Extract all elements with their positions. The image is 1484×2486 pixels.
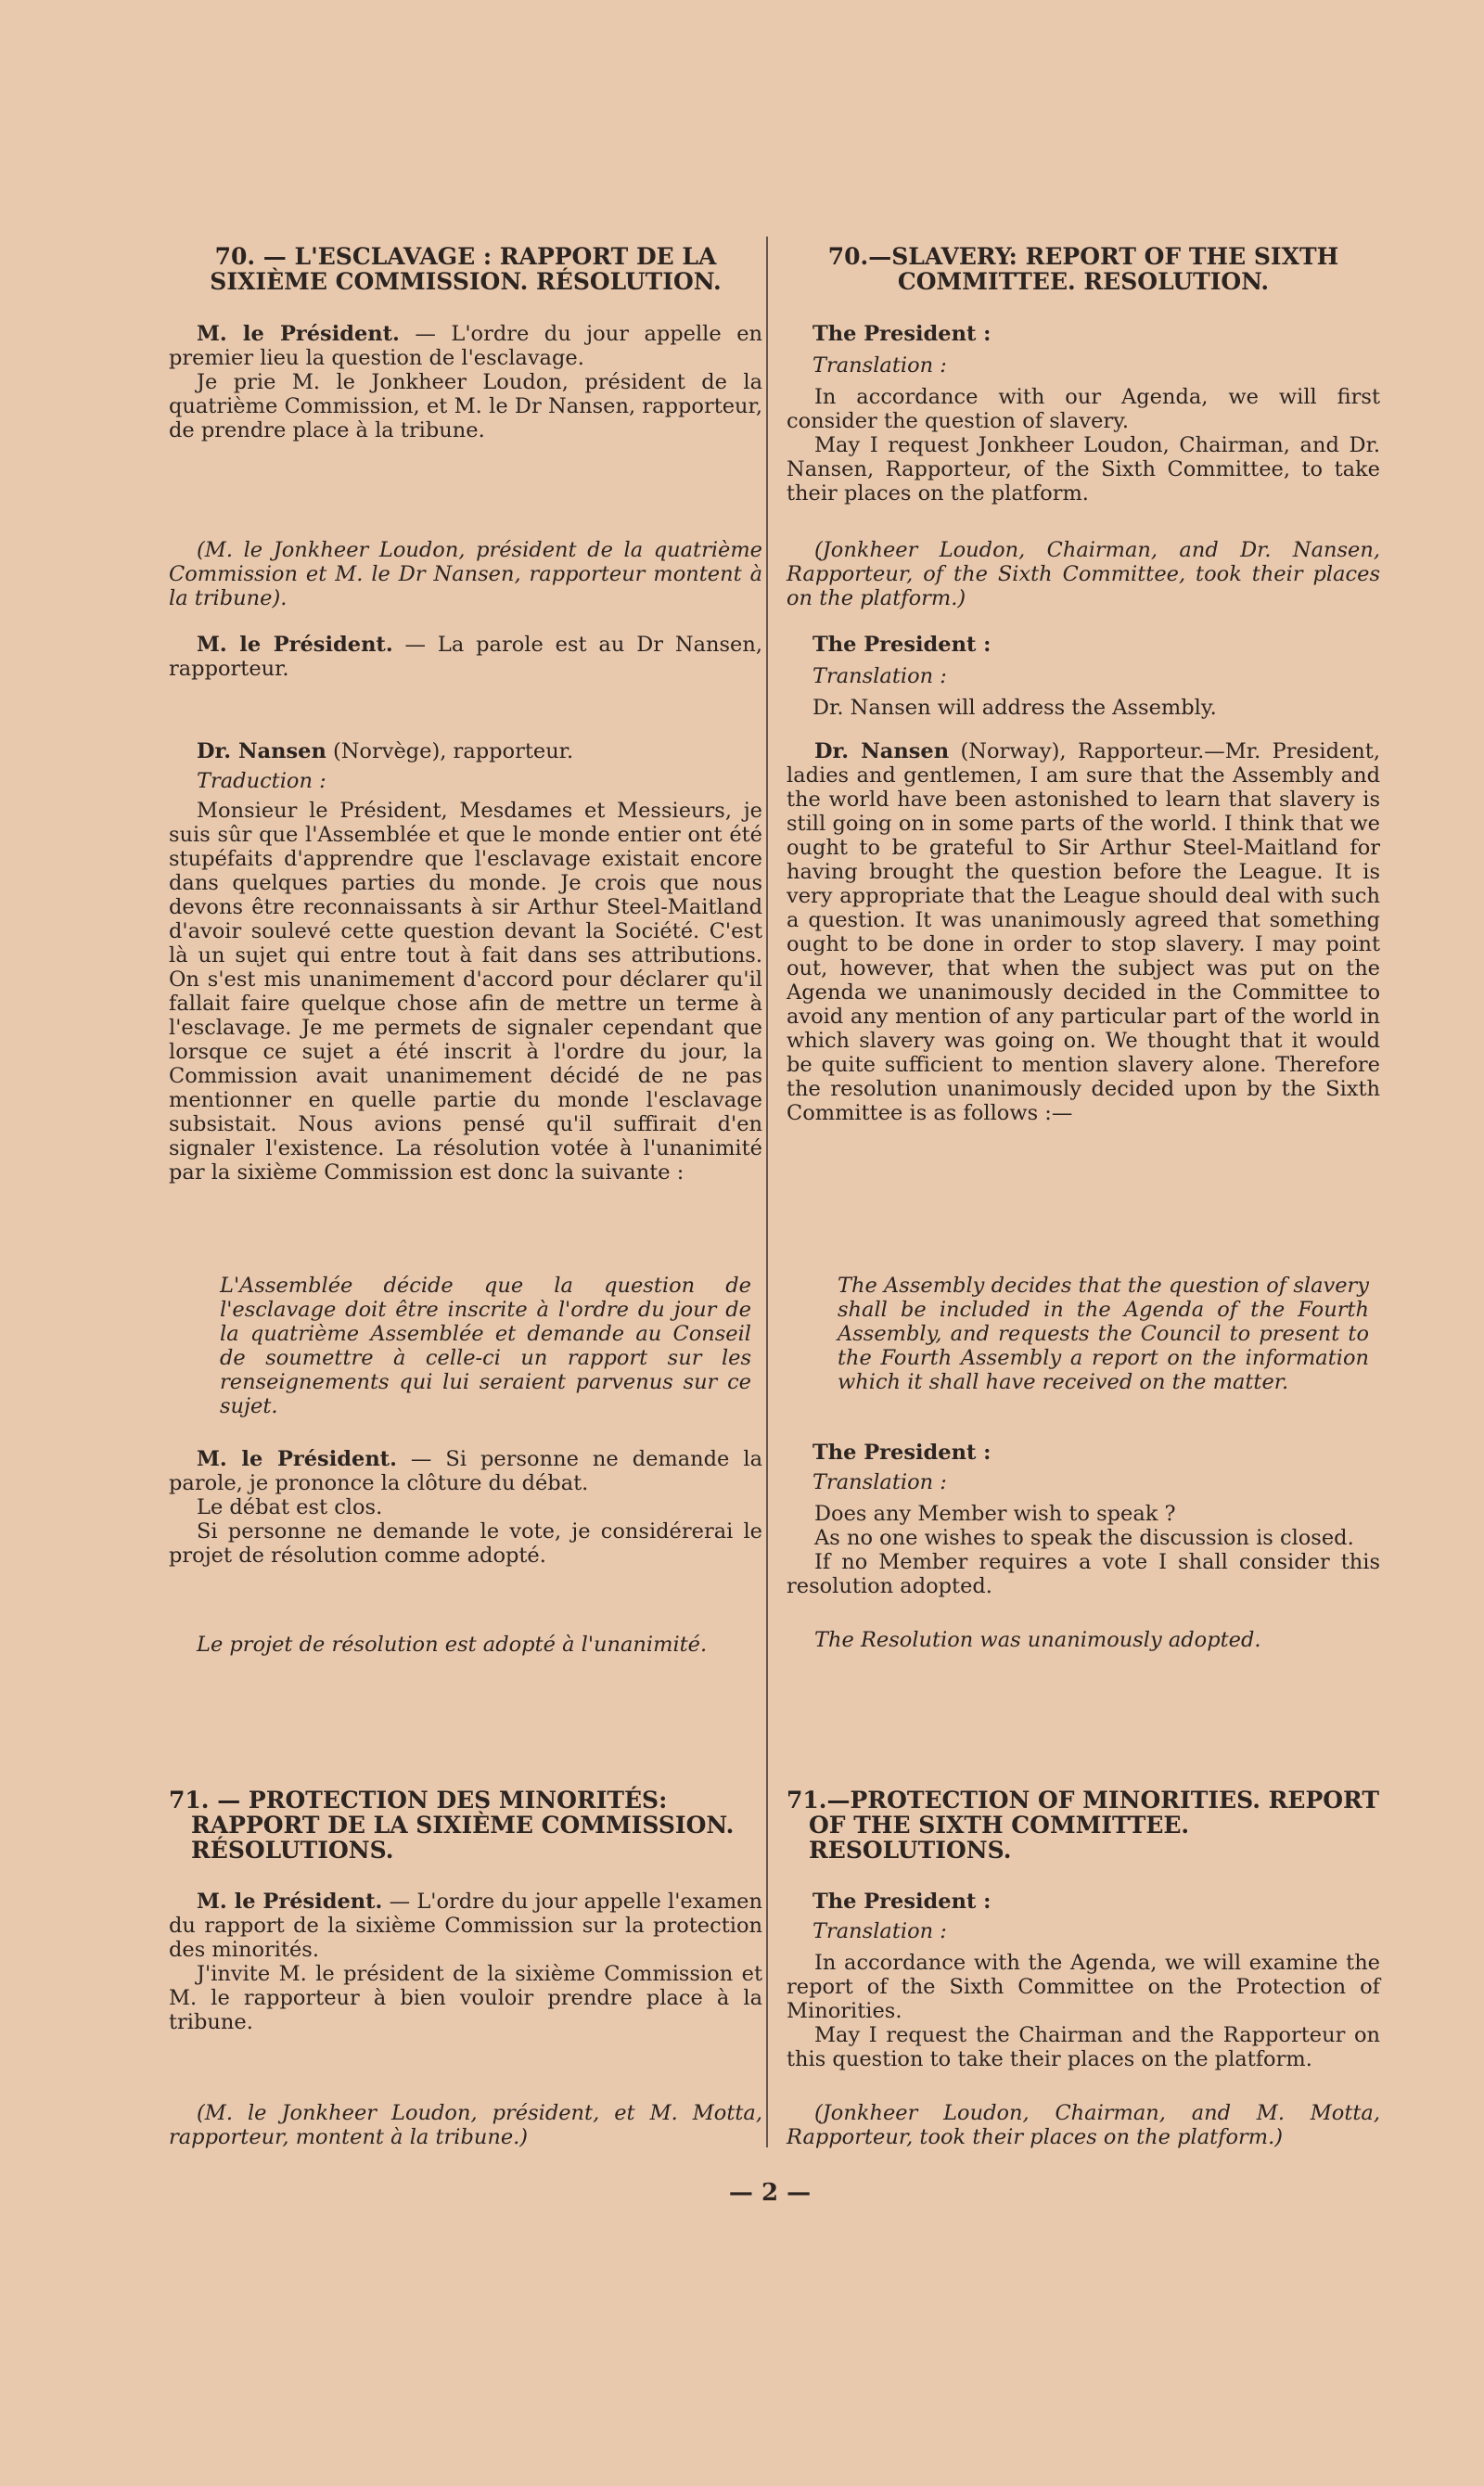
stage-direction-fr: (M. le Jonkheer Loudon, président de la quatrième Commission et M. le Dr Nansen, rapporteur montent à la tribune). xyxy=(169,538,762,610)
president-minorities-fr xyxy=(169,1890,762,2034)
paragraph-text: As no one wishes to speak the discussion is closed. xyxy=(814,1526,1354,1550)
president-closing-fr xyxy=(169,1447,762,1568)
section-70-title-fr: 70. — L'ESCLAVAGE : RAPPORT DE LA SIXIÈME COMMISSION. RÉSOLUTION. xyxy=(210,243,722,295)
resolution-quote-fr: L'Assemblée décide que la question de l'esclavage doit être inscrite à l'ordre du jour de la quatrième Assemblée et demande au Conseil de soumettre à celle-ci un rapport sur les renseignements qui lui seraient parvenus sur ce sujet. xyxy=(220,1274,751,1418)
nansen-speech-fr xyxy=(169,739,762,1185)
paragraph-text: — L'ordre du jour appelle l'examen du rapport de la sixième Commission sur la protection des minorités. xyxy=(169,1890,762,1962)
speaker-label: The President : xyxy=(812,322,991,346)
president-intro-en xyxy=(787,633,1380,727)
paragraph-text: — L'ordre du jour appelle en premier lieu la question de l'esclavage. xyxy=(169,322,762,370)
nansen-speech-en xyxy=(787,739,1380,1125)
section-70-title-en: 70.—SLAVERY: REPORT OF THE SIXTH COMMITTEE. RESOLUTION. xyxy=(827,243,1339,295)
translation-label: Translation : xyxy=(812,1470,947,1494)
translation-label: Translation : xyxy=(812,664,947,688)
speaker-label: Dr. Nansen xyxy=(197,739,326,763)
paragraph-text: (Norvège), rapporteur. xyxy=(326,739,574,763)
president-minorities-en xyxy=(787,1890,1380,2071)
paragraph-text: In accordance with our Agenda, we will first consider the question of slavery. xyxy=(787,385,1380,433)
paragraph-text: Dr. Nansen will address the Assembly. xyxy=(812,696,1217,720)
stage-direction-en: (Jonkheer Loudon, Chairman, and M. Motta, Rapporteur, took their places on the platform.) xyxy=(787,2101,1380,2149)
page-number: — 2 — xyxy=(728,2179,812,2207)
paragraph-text: May I request the Chairman and the Rapporteur on this question to take their places on the platform. xyxy=(787,2023,1380,2071)
stage-direction-en: (Jonkheer Loudon, Chairman, and Dr. Nansen, Rapporteur, of the Sixth Committee, took their places on the platform.) xyxy=(787,538,1380,610)
paragraph-text: J'invite M. le président de la sixième Commission et M. le rapporteur à bien vouloir prendre place à la tribune. xyxy=(169,1962,762,2034)
president-closing-en xyxy=(787,1441,1380,1598)
adopted-note-fr: Le projet de résolution est adopté à l'unanimité. xyxy=(197,1633,708,1657)
translation-label: Translation : xyxy=(812,1919,947,1943)
paragraph-text: If no Member requires a vote I shall consider this resolution adopted. xyxy=(787,1550,1380,1598)
paragraph-text: — Si personne ne demande la parole, je prononce la clôture du débat. xyxy=(169,1447,762,1495)
paragraph-text: May I request Jonkheer Loudon, Chairman, and Dr. Nansen, Rapporteur, of the Sixth Committee, to take their places on the platform. xyxy=(787,433,1380,506)
paragraph-text: — La parole est au Dr Nansen, rapporteur. xyxy=(169,633,762,681)
translation-label: Translation : xyxy=(812,353,947,378)
paragraph-text: Le débat est clos. xyxy=(197,1495,383,1519)
column-divider xyxy=(766,237,768,2147)
paragraph-text: (Norway), Rapporteur.—Mr. President, ladies and gentlemen, I am sure that the Assembly and the world have been astonished to learn that slavery is still going on in some parts of the world. I think that we ought to be grateful to Sir Arthur Steel-Maitland for having brought the question before the League. It is very appropriate that the League should deal with such a question. It was unanimously agreed that something ought to be done in order to stop slavery. I may point out, however, that when the subject was put on the Agenda we unanimously decided in the Committee to avoid any mention of any particular part of the world in which slavery was going on. We thought that it would be quite sufficient to mention slavery alone. Therefore the resolution unanimously decided upon by the Sixth Committee is as follows :— xyxy=(787,739,1380,1125)
paragraph-text: Si personne ne demande le vote, je considérerai le projet de résolution comme adopté. xyxy=(169,1519,762,1568)
speaker-label: M. le Président. xyxy=(197,633,393,657)
translation-label-fr: Traduction : xyxy=(197,769,326,793)
speaker-label: The President : xyxy=(812,633,991,657)
section-71-title-en: 71.—PROTECTION OF MINORITIES. REPORT OF THE SIXTH COMMITTEE. RESOLUTIONS. xyxy=(787,1787,1380,1864)
speaker-label: M. le Président. xyxy=(197,1447,397,1471)
speaker-label: M. le Président. xyxy=(197,1890,383,1914)
speaker-label: Dr. Nansen xyxy=(814,739,950,763)
speaker-label: The President : xyxy=(812,1441,991,1465)
section-71-title-fr: 71. — PROTECTION DES MINORITÉS: RAPPORT DE LA SIXIÈME COMMISSION. RÉSOLUTIONS. xyxy=(169,1787,735,1864)
paragraph-text: Monsieur le Président, Mesdames et Messieurs, je suis sûr que l'Assemblée et que le monde entier ont été stupéfaits d'apprendre que l'esclavage existait encore dans quelques parties du monde. Je crois que nous devons être reconnaissants à sir Arthur Steel-Maitland d'avoir soulevé cette question devant la Société. C'est là un sujet qui entre tout à fait dans ses attributions. On s'est mis unanimement d'accord pour déclarer qu'il fallait faire quelque chose afin de mettre un terme à l'esclavage. Je me permets de signaler cependant que lorsque ce sujet a été inscrit à l'ordre du jour, la Commission avait unanimement décidé de ne pas mentionner en quelle partie du monde l'esclavage subsistait. Nous avions pensé qu'il suffirait d'en signaler l'existence. La résolution votée à l'unanimité par la sixième Commission est donc la suivante : xyxy=(169,799,762,1185)
paragraph-text: Does any Member wish to speak ? xyxy=(814,1502,1176,1526)
paragraph-text: Je prie M. le Jonkheer Loudon, président de la quatrième Commission, et M. le Dr Nansen, rapporteur, de prendre place à la tribune. xyxy=(169,370,762,442)
resolution-quote-en: The Assembly decides that the question of slavery shall be included in the Agenda of the Fourth Assembly, and requests the Council to present to the Fourth Assembly a report on the information which it shall have received on the matter. xyxy=(838,1274,1369,1394)
president-opening-fr xyxy=(169,322,762,442)
speaker-label: M. le Président. xyxy=(197,322,400,346)
speaker-label: The President : xyxy=(812,1890,991,1914)
president-opening-en xyxy=(787,322,1380,506)
paragraph-text: In accordance with the Agenda, we will examine the report of the Sixth Committee on the Protection of Minorities. xyxy=(787,1951,1380,2023)
adopted-note-en: The Resolution was unanimously adopted. xyxy=(814,1628,1261,1652)
stage-direction-fr: (M. le Jonkheer Loudon, président, et M. Motta, rapporteur, montent à la tribune.) xyxy=(169,2101,762,2149)
